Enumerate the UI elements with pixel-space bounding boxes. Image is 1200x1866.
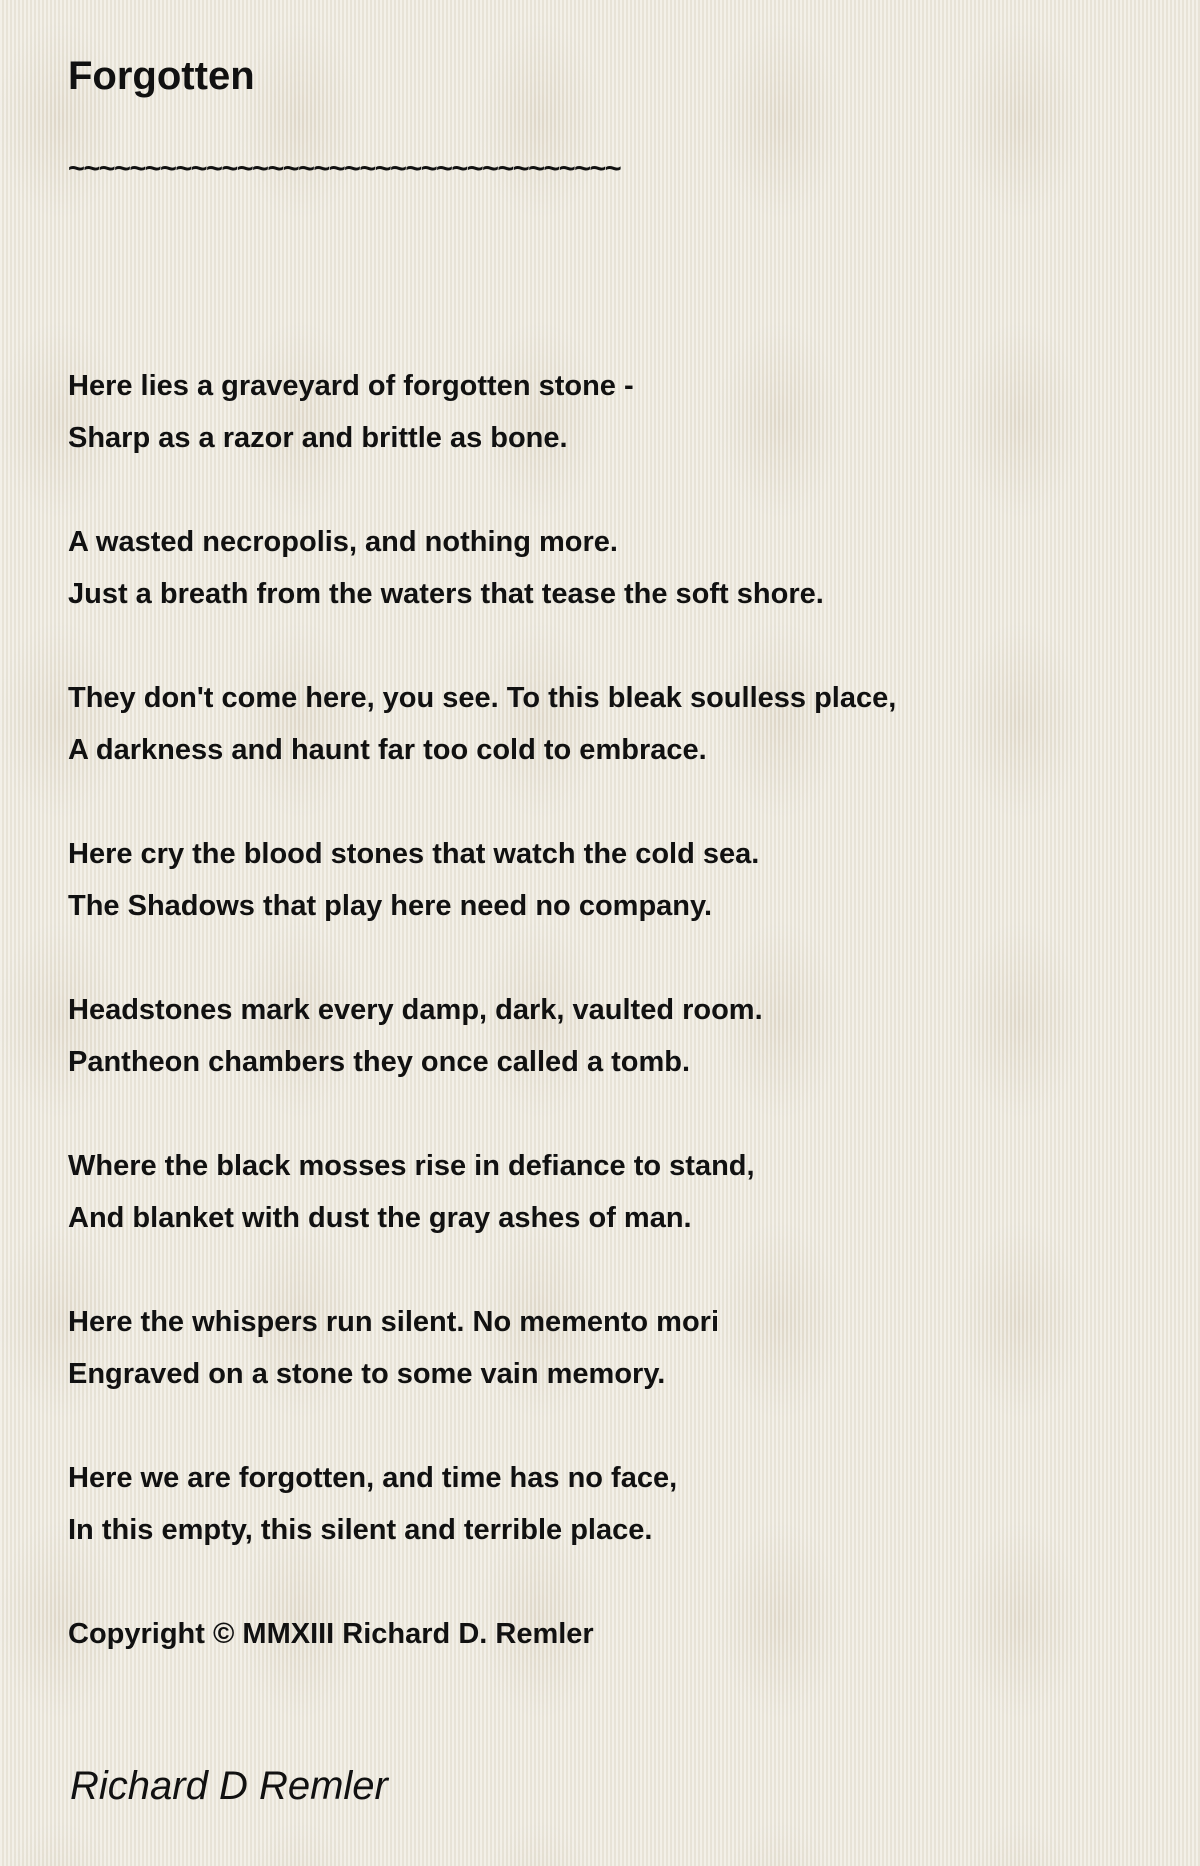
- copyright-notice: Copyright © MMXIII Richard D. Remler: [68, 1618, 594, 1650]
- poem-line: Where the black mosses rise in defiance to stand,: [68, 1150, 755, 1182]
- stanza: [68, 1140, 1128, 1244]
- title-divider: ~~~~~~~~~~~~~~~~~~~~~~~~~~~~~~~~~~~~: [68, 153, 621, 185]
- poem-line: Here the whispers run silent. No memento mori: [68, 1306, 720, 1338]
- poem-line: Headstones mark every damp, dark, vaulted room.: [68, 994, 763, 1026]
- poem-line: A wasted necropolis, and nothing more.: [68, 526, 618, 558]
- poem-line: The Shadows that play here need no company.: [68, 890, 713, 922]
- stanza: [68, 516, 1128, 620]
- poem-line: Engraved on a stone to some vain memory.: [68, 1358, 666, 1390]
- poem-line: Here lies a graveyard of forgotten stone -: [68, 370, 634, 402]
- stanza: [68, 1296, 1128, 1400]
- poem-line: In this empty, this silent and terrible place.: [68, 1514, 653, 1546]
- poem-line: Sharp as a razor and brittle as bone.: [68, 422, 568, 454]
- poem-line: And blanket with dust the gray ashes of man.: [68, 1202, 692, 1234]
- poem-line: Here cry the blood stones that watch the cold sea.: [68, 838, 760, 870]
- poem-line: Just a breath from the waters that tease the soft shore.: [68, 578, 824, 610]
- poem-line: A darkness and haunt far too cold to embrace.: [68, 734, 707, 766]
- poem-line: They don't come here, you see. To this bleak soulless place,: [68, 682, 897, 714]
- poem-title: Forgotten: [68, 54, 255, 98]
- poem-line: Pantheon chambers they once called a tomb.: [68, 1046, 691, 1078]
- stanza: [68, 1452, 1128, 1556]
- stanza: [68, 360, 1128, 464]
- author-signature: Richard D Remler: [70, 1764, 388, 1808]
- stanza: [68, 828, 1128, 932]
- stanza: [68, 672, 1128, 776]
- poem-body: [68, 360, 1128, 1660]
- poem-line: Here we are forgotten, and time has no face,: [68, 1462, 678, 1494]
- stanza: [68, 984, 1128, 1088]
